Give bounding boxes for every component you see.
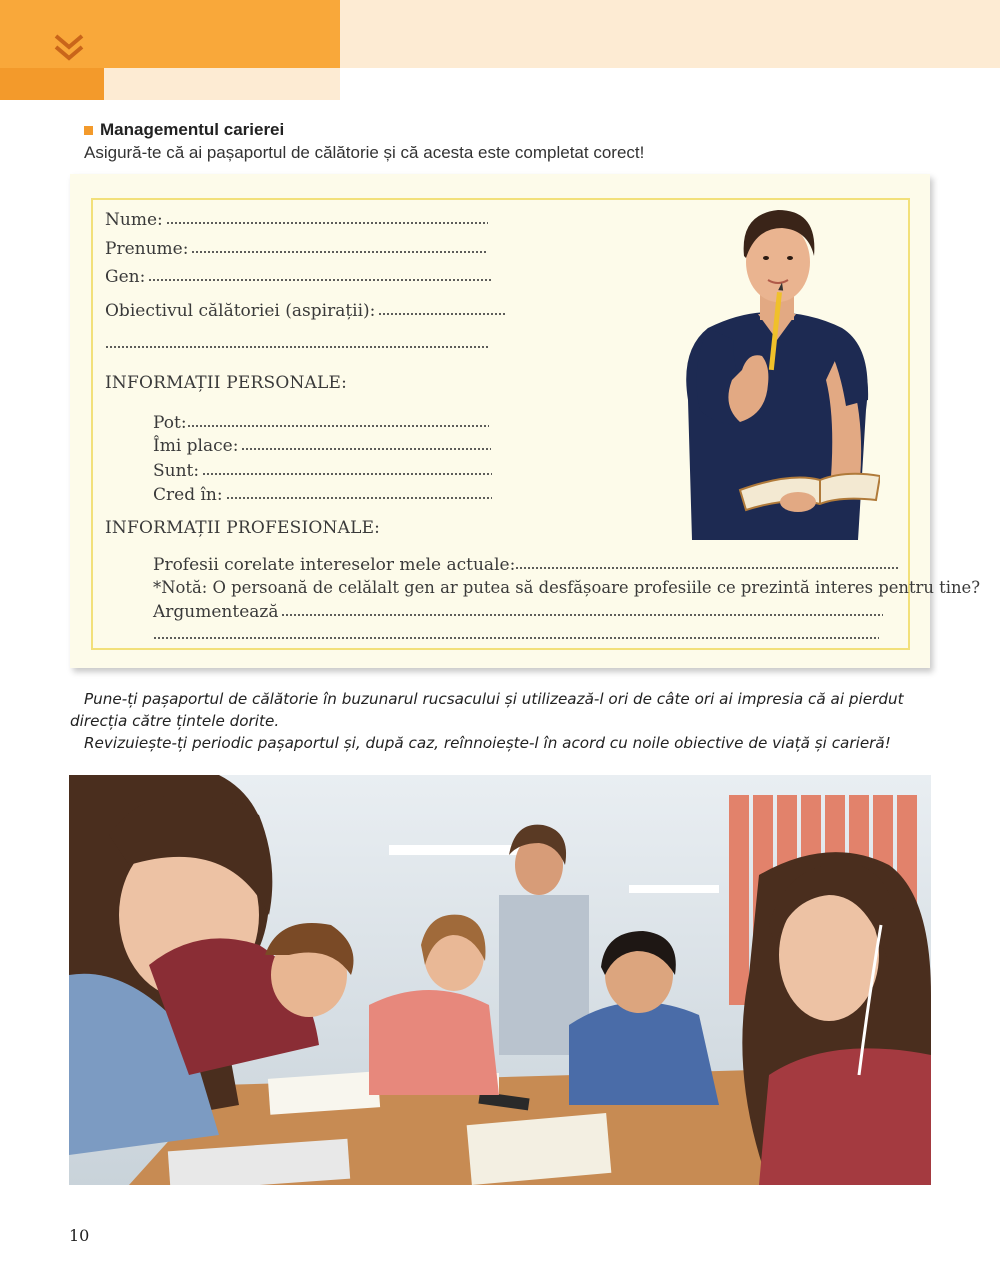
field-nume (105, 210, 488, 230)
header-orange-block (0, 0, 340, 68)
field-profesii (153, 555, 899, 575)
field-cred-in-label: Cred în: (153, 485, 223, 505)
fill-line (226, 496, 492, 500)
fill-line (241, 447, 491, 451)
section-title-text: Managementul carierei (100, 120, 285, 139)
field-pot-label: Pot: (153, 413, 187, 433)
bullet-square-icon (84, 126, 93, 135)
fill-line (515, 566, 899, 570)
section-subtitle: Asigură-te că ai pașaportul de călătorie și că acesta este completat corect! (84, 143, 645, 162)
fill-line (281, 613, 883, 617)
field-sunt-label: Sunt: (153, 461, 200, 481)
fill-line (105, 345, 489, 349)
fill-line (166, 221, 488, 225)
fill-line (378, 312, 506, 316)
field-argumenteaza-label: Argumentează (153, 602, 279, 622)
field-gen (105, 267, 492, 287)
field-profesii-label: Profesii corelate intereselor mele actuale: (153, 555, 516, 575)
field-obiectiv-label: Obiectivul călătoriei (aspirații): (105, 301, 376, 321)
fill-line (187, 424, 489, 428)
header-band (340, 0, 1000, 68)
professional-info-header: INFORMAȚII PROFESIONALE: (105, 518, 381, 538)
field-pot (153, 413, 489, 433)
field-argumenteaza-continuation (153, 625, 879, 645)
instruction-line-2: Revizuiește-ți periodic pașaportul și, după caz, reînnoiește-l în acord cu noile obiective de viață și carieră! (84, 734, 891, 752)
header-accent-block (0, 68, 104, 100)
page-number: 10 (69, 1226, 90, 1245)
field-obiectiv-continuation (105, 334, 489, 354)
field-cred-in (153, 485, 492, 505)
header-light-block (104, 68, 340, 100)
fill-line (202, 472, 492, 476)
section-title (84, 120, 284, 140)
instruction-paragraph (70, 688, 940, 754)
student-thinking-photo (670, 200, 880, 540)
personal-info-header: INFORMAȚII PERSONALE: (105, 373, 348, 393)
field-obiectiv (105, 301, 506, 321)
double-chevron-down-icon (52, 32, 86, 64)
field-imi-place-label: Îmi place: (153, 436, 239, 456)
field-prenume-label: Prenume: (105, 239, 189, 259)
classroom-students-photo (69, 775, 931, 1185)
field-gen-label: Gen: (105, 267, 146, 287)
field-nume-label: Nume: (105, 210, 163, 230)
field-sunt (153, 461, 492, 481)
field-imi-place (153, 436, 491, 456)
instruction-line-1: Pune-ți pașaportul de călătorie în buzunarul rucsacului și utilizează-l ori de câte ori ai impresia că ai pierdut direcția către țintele dorite. (70, 690, 904, 730)
note-text: *Notă: O persoană de celălalt gen ar putea să desfășoare profesiile ce prezintă interes pentru tine? (153, 578, 981, 597)
field-argumenteaza (153, 602, 883, 622)
fill-line (153, 636, 879, 640)
fill-line (148, 278, 492, 282)
field-prenume (105, 239, 487, 259)
fill-line (191, 250, 487, 254)
